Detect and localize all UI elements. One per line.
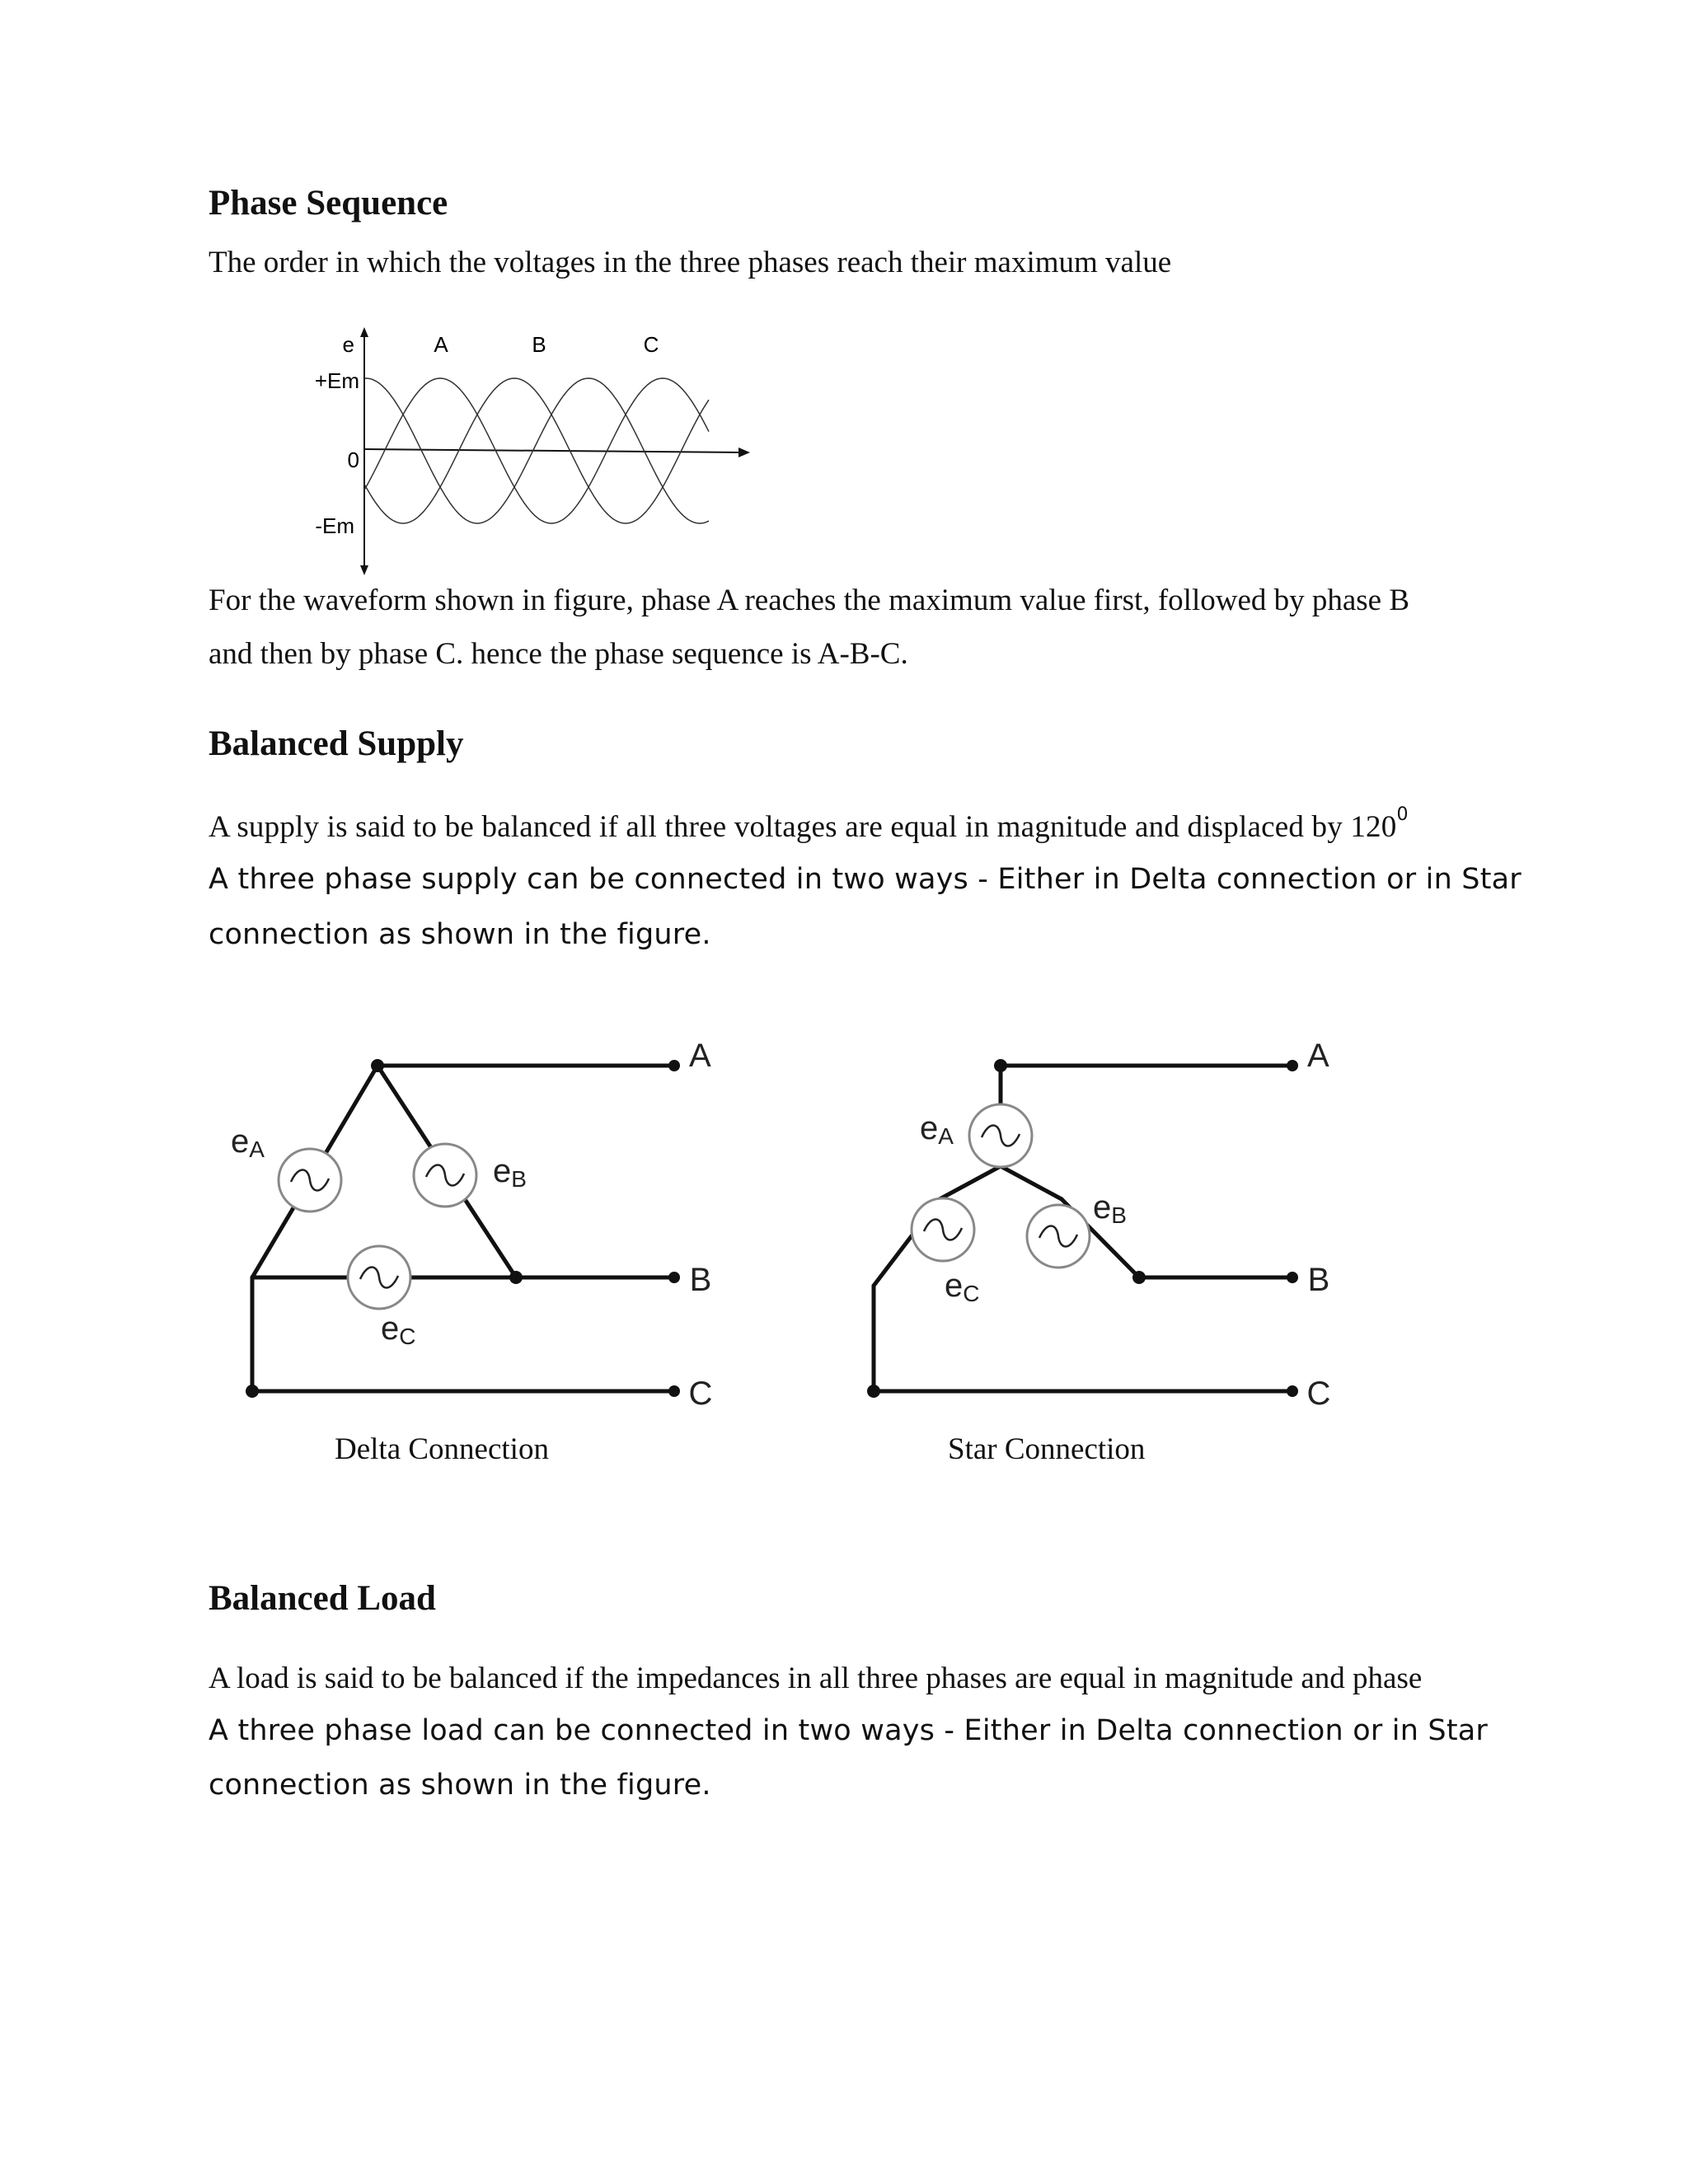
star-label-ec: eC <box>945 1268 980 1306</box>
delta-terminal-b: B <box>689 1262 712 1298</box>
star-terminal-dot-b <box>1287 1272 1298 1283</box>
delta-terminal-a: A <box>689 1038 711 1074</box>
star-terminal-dot-a <box>1287 1060 1298 1071</box>
delta-terminal-dot-c <box>668 1385 680 1397</box>
star-terminal-dot-c <box>1287 1385 1298 1397</box>
delta-node-top <box>371 1059 384 1072</box>
star-label-ea: eA <box>920 1110 954 1149</box>
heading-balanced-supply: Balanced Supply <box>209 724 464 763</box>
waveform-zero-label: 0 <box>347 448 359 472</box>
waveform-pos-label: +Em <box>314 368 359 393</box>
star-source-b <box>1027 1205 1090 1268</box>
delta-source-a <box>279 1149 341 1212</box>
star-node-top <box>994 1059 1007 1072</box>
delta-terminal-dot-a <box>668 1060 680 1071</box>
phase-sequence-intro: The order in which the voltages in the three phases reach their maximum value <box>209 246 1172 279</box>
balanced-load-line2: A three phase load can be connected in two ways - Either in Delta connection or in Star <box>209 1714 1488 1747</box>
degree-superscript: 0 <box>1396 804 1409 825</box>
star-terminal-a: A <box>1307 1038 1329 1074</box>
waveform-label-a: A <box>434 332 448 357</box>
phase-sequence-body-line2: and then by phase C. hence the phase sequence is A-B-C. <box>209 637 908 671</box>
star-terminal-b: B <box>1307 1262 1330 1298</box>
delta-terminal-c: C <box>688 1376 713 1412</box>
waveform-x-arrow <box>738 448 750 457</box>
star-source-c <box>912 1198 974 1261</box>
waveform-axis-label: e <box>342 332 354 357</box>
phase-sequence-body-line1: For the waveform shown in figure, phase A reaches the maximum value first, followed by phase B <box>209 583 1410 617</box>
star-node-bottom-left <box>867 1385 880 1398</box>
delta-connection-figure <box>223 1030 750 1434</box>
balanced-supply-line2: A three phase supply can be connected in two ways - Either in Delta connection or in Star <box>209 863 1522 896</box>
balanced-supply-line1 <box>209 804 1409 845</box>
star-terminal-c: C <box>1306 1376 1331 1412</box>
balanced-load-line3: connection as shown in the figure. <box>209 1769 711 1802</box>
star-node-right <box>1132 1271 1146 1284</box>
waveform-neg-label: -Em <box>315 513 354 538</box>
balanced-supply-line1-text: A supply is said to be balanced if all three voltages are equal in magnitude and displaced by 120 <box>209 810 1397 844</box>
delta-label-eb: eB <box>493 1153 527 1192</box>
delta-node-bottom-left <box>246 1385 259 1398</box>
three-phase-waveform-figure <box>297 326 758 577</box>
heading-phase-sequence: Phase Sequence <box>209 184 448 223</box>
waveform-label-c: C <box>643 332 659 357</box>
delta-terminal-dot-b <box>668 1272 680 1283</box>
delta-node-right <box>509 1271 523 1284</box>
delta-label-ea: eA <box>231 1123 265 1162</box>
delta-source-b <box>414 1144 476 1207</box>
star-connection-figure <box>841 1030 1368 1434</box>
waveform-label-b: B <box>532 332 546 357</box>
waveform-y-arrow-down <box>360 565 368 575</box>
star-arm-c <box>940 1166 1001 1199</box>
waveform-y-arrow-up <box>360 327 368 337</box>
star-arm-b <box>1001 1166 1062 1199</box>
balanced-load-line1: A load is said to be balanced if the impedances in all three phases are equal in magnitude and phase <box>209 1661 1423 1695</box>
delta-source-c <box>348 1246 410 1309</box>
balanced-supply-line3: connection as shown in the figure. <box>209 918 711 951</box>
star-caption: Star Connection <box>948 1432 1146 1466</box>
delta-label-ec: eC <box>381 1310 416 1349</box>
star-label-eb: eB <box>1093 1189 1127 1228</box>
delta-caption: Delta Connection <box>335 1432 549 1466</box>
star-source-a <box>969 1104 1032 1167</box>
heading-balanced-load: Balanced Load <box>209 1579 436 1618</box>
